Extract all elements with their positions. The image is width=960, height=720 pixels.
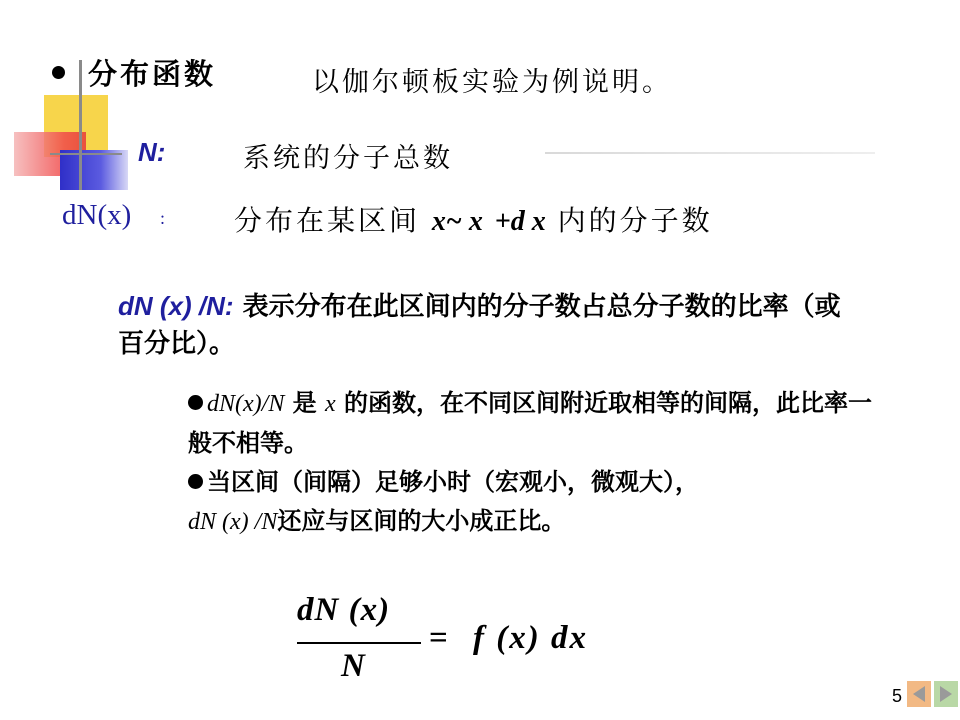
bullet-icon (52, 66, 65, 79)
slide-subtitle: 以伽尔顿板实验为例说明。 (312, 67, 672, 98)
dn-label: dN(x) (62, 199, 132, 231)
n-label: N: (138, 137, 166, 167)
dn-desc-var1: x~ x (431, 206, 483, 237)
bullet-icon (188, 395, 203, 410)
arrow-left-icon (913, 686, 925, 702)
note-item (188, 384, 888, 463)
formula-equals: = (429, 620, 448, 656)
fraction-bar (297, 642, 421, 644)
decor-blue-block (60, 150, 128, 190)
note-symbol: dN(x)/N (207, 391, 285, 417)
decor-vertical-line (79, 60, 82, 190)
note-variable: x (325, 391, 336, 417)
note-item (188, 463, 888, 542)
note-text: 还应与区间的大小成正比。 (277, 507, 566, 535)
ratio-definition (118, 288, 858, 363)
ratio-label: dN (x) /N: (118, 291, 234, 321)
slide-title: 分布函数 (88, 57, 217, 91)
dn-description (234, 199, 713, 239)
next-slide-button[interactable] (934, 681, 958, 707)
prev-slide-button[interactable] (907, 681, 931, 707)
formula-numerator: dN (x) (297, 592, 391, 628)
formula-denominator: N (341, 648, 365, 684)
arrow-right-icon (940, 686, 952, 702)
bullet-icon (188, 474, 203, 489)
dn-colon: : (160, 208, 166, 228)
note-text: 是 (284, 389, 326, 417)
formula-rhs: f (x) dx (473, 620, 588, 656)
dn-desc-part1: 分布在某区间 (234, 204, 421, 237)
n-description: 系统的分子总数 (243, 143, 453, 174)
dn-desc-var2: +d x (494, 206, 546, 237)
note-text: 的函数，在不同区间附近取相等的间隔，此比率一般不相等。 (188, 389, 873, 457)
page-number: 5 (892, 686, 903, 706)
note-symbol: dN (x) /N (188, 509, 278, 535)
note-text: 当区间（间隔）足够小时（宏观小，微观大）， (207, 468, 699, 496)
decor-horizontal-line (50, 153, 122, 155)
ratio-text: 表示分布在此区间内的分子数占总分子数的比率（或百分比）。 (118, 292, 841, 359)
dn-desc-part2: 内的分子数 (557, 204, 713, 237)
notes-list (188, 384, 888, 542)
decor-divider-line (545, 152, 875, 154)
